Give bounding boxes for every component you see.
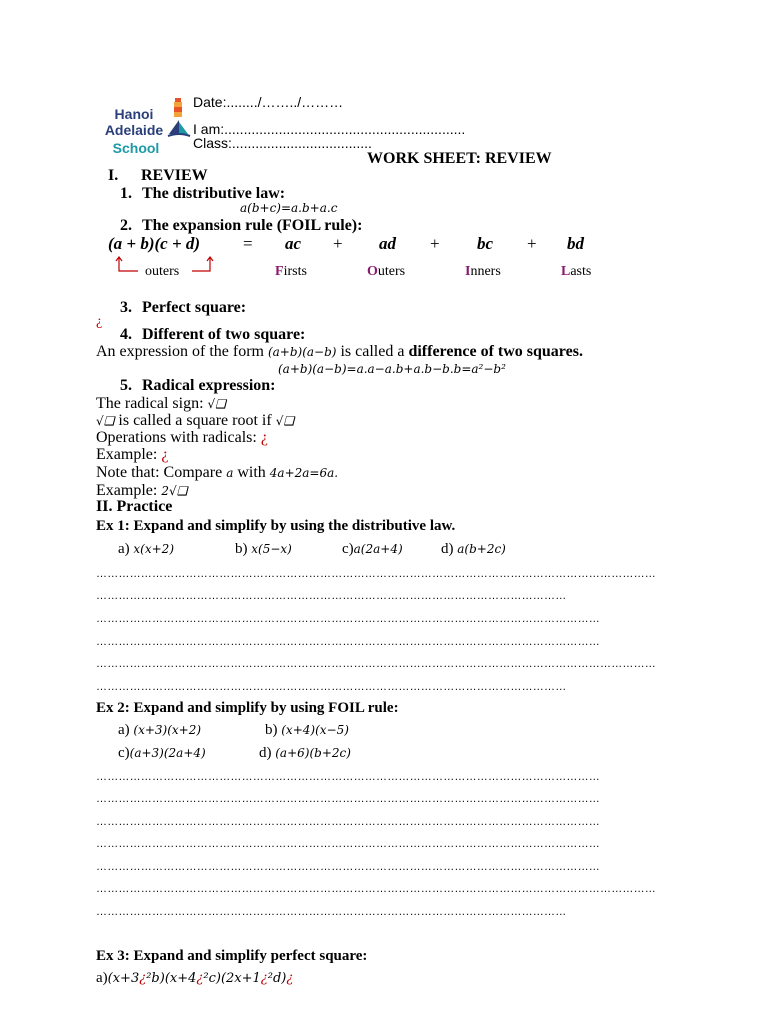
foil-lhs: (a + b)(c + d)	[108, 234, 201, 253]
foil-outers-label: Outers	[367, 264, 406, 279]
operations-line: Operations with radicals: ¿	[96, 429, 268, 446]
answer-line[interactable]: ………………………………………………………………………………………………………………………	[96, 771, 600, 783]
foil-term-bd: bd	[567, 234, 584, 253]
note-line: Note that: Compare a with 4a+2a=6a.	[96, 464, 339, 481]
worksheet-title: WORK SHEET: REVIEW	[367, 150, 552, 167]
foil-rule-heading: The expansion rule (FOIL rule):	[142, 217, 363, 234]
answer-line[interactable]: ……………………………………………………………………………………………………………………………………	[96, 568, 656, 580]
school-logo	[96, 96, 196, 162]
answer-line[interactable]: ………………………………………………………………………………………………………………	[96, 590, 567, 602]
name-field[interactable]: I am:..............................................................	[193, 121, 466, 137]
answer-line[interactable]: ………………………………………………………………………………………………………………………	[96, 793, 600, 805]
answer-line[interactable]: ……………………………………………………………………………………………………………………………………	[96, 658, 656, 670]
subsection-number: 3.	[120, 299, 132, 316]
answer-line[interactable]: ………………………………………………………………………………………………………………………	[96, 636, 600, 648]
ex1-title: Ex 1: Expand and simplify by using the distributive law.	[96, 518, 456, 534]
subsection-number: 5.	[120, 377, 132, 394]
foil-term-bc: bc	[477, 234, 494, 253]
answer-line[interactable]: ………………………………………………………………………………………………………………………	[96, 861, 600, 873]
answer-line[interactable]: ………………………………………………………………………………………………………………………	[96, 613, 600, 625]
difference-squares-formula: (a+b)(a−b)=a.a−a.b+a.b−b.b=a²−b²	[278, 362, 506, 376]
answer-line[interactable]: ……………………………………………………………………………………………………………………………………	[96, 883, 656, 895]
outers-label: outers	[145, 264, 180, 279]
foil-term-ad: ad	[379, 234, 396, 253]
answer-line[interactable]: ………………………………………………………………………………………………………………………	[96, 816, 600, 828]
date-field[interactable]: Date:......../……../………	[193, 94, 344, 110]
foil-lasts-label: Lasts	[561, 264, 592, 279]
ex3-title: Ex 3: Expand and simplify perfect square:	[96, 948, 368, 964]
distributive-formula: a(b+c)=a.b+a.c	[240, 201, 338, 215]
ex2-item-d: d) (a+6)(b+2c)	[259, 745, 351, 761]
foil-firsts-label: Firsts	[275, 264, 307, 279]
radical-heading: Radical expression:	[142, 377, 276, 394]
subsection-number: 1.	[120, 185, 132, 202]
example-line: Example: ¿	[96, 446, 169, 463]
answer-line[interactable]: ………………………………………………………………………………………………………………………	[96, 838, 600, 850]
perfect-square-heading: Perfect square:	[142, 299, 247, 316]
logo-text-school: School	[112, 140, 160, 156]
foil-plus: +	[527, 234, 537, 253]
ex1-item-d: d) a(b+2c)	[441, 541, 506, 557]
ex1-item-a: a) x(x+2)	[118, 541, 174, 557]
example2-line: Example: 2√❑	[96, 482, 188, 499]
ex2-item-b: b) (x+4)(x−5)	[265, 722, 349, 738]
foil-plus: +	[430, 234, 440, 253]
subsection-number: 4.	[120, 326, 132, 343]
subsection-number: 2.	[120, 217, 132, 234]
ex1-item-c: c)a(2a+4)	[342, 541, 403, 557]
section-numeral: I.	[108, 167, 119, 184]
class-field[interactable]: Class:....................................	[193, 135, 372, 151]
square-root-line: √❑ is called a square root if √❑	[96, 412, 295, 429]
answer-line[interactable]: ………………………………………………………………………………………………………………	[96, 906, 567, 918]
ex2-item-a: a) (x+3)(x+2)	[118, 722, 202, 738]
difference-squares-sentence: An expression of the form (a+b)(a−b) is called a difference of two squares.	[96, 343, 583, 360]
answer-line[interactable]: ………………………………………………………………………………………………………………	[96, 681, 567, 693]
ex2-item-c: c)(a+3)(2a+4)	[118, 745, 206, 761]
radical-sign-line: The radical sign: √❑	[96, 395, 226, 412]
logo-text-hanoi: Hanoi	[114, 106, 154, 122]
foil-term-ac: ac	[285, 234, 302, 253]
difference-squares-heading: Different of two square:	[142, 326, 306, 343]
distributive-law-heading: The distributive law:	[142, 185, 286, 202]
foil-plus: +	[333, 234, 343, 253]
logo-text-adelaide: Adelaide	[104, 122, 164, 138]
lighthouse-icon	[166, 96, 192, 142]
section-heading-review: REVIEW	[141, 167, 208, 184]
foil-equals: =	[243, 234, 253, 253]
ex2-title: Ex 2: Expand and simplify by using FOIL rule:	[96, 700, 399, 716]
foil-inners-label: Inners	[465, 264, 501, 279]
ex3-item-a: a)(x+3¿²b)(x+4¿²c)(2x+1¿²d)¿	[96, 970, 294, 986]
section-heading-practice: II. Practice	[96, 498, 173, 515]
ex1-item-b: b) x(5−x)	[235, 541, 292, 557]
missing-equation-mark: ¿	[96, 314, 103, 329]
